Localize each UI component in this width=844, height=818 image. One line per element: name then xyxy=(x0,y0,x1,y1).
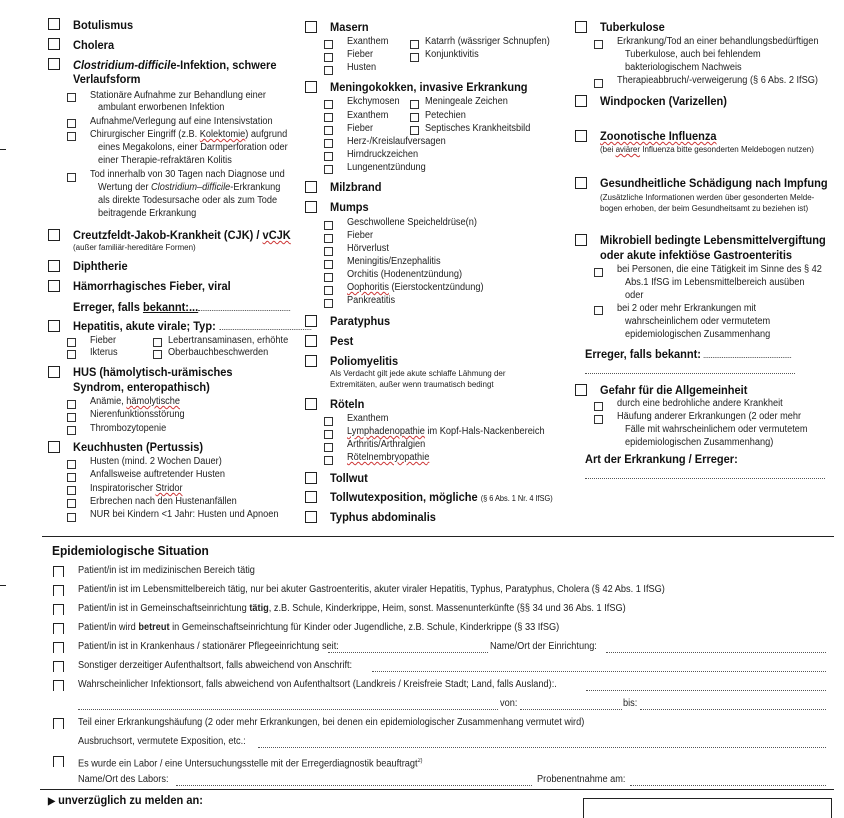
epi-labor-sup: 2) xyxy=(417,758,423,764)
label-lebensmittel-2: oder akute infektiöse Gastroenteritis xyxy=(600,248,793,262)
mumps-item-3: Hörverlust xyxy=(347,243,389,254)
masern-konjunktivitis: Konjunktivitis xyxy=(425,49,479,60)
epi-krankenhaus-seit-field[interactable] xyxy=(328,643,488,653)
label-pest: Pest xyxy=(330,334,354,348)
checkbox-lm-2[interactable] xyxy=(594,306,603,315)
checkbox-hf[interactable] xyxy=(48,280,60,292)
checkbox-cdiff[interactable] xyxy=(48,58,60,70)
cdiff-item-1b: ambulant erworbenen Infektion xyxy=(98,102,225,113)
epi-von-label: von: xyxy=(500,698,518,709)
label-tuberkulose: Tuberkulose xyxy=(600,20,665,34)
cjk-vcjk: vCJK xyxy=(262,228,291,242)
checkbox-hepatitis[interactable] xyxy=(48,320,60,332)
checkbox-mumps-2[interactable] xyxy=(324,234,333,243)
fold-mark-top xyxy=(0,149,6,150)
label-polio: Poliomyelitis xyxy=(330,354,399,368)
checkbox-hep-oberbauch[interactable] xyxy=(153,350,162,359)
label-botulismus: Botulismus xyxy=(73,18,134,32)
checkbox-cjk[interactable] xyxy=(48,229,60,241)
label-masern: Masern xyxy=(330,20,369,34)
checkbox-botulismus[interactable] xyxy=(48,18,60,30)
lm-item-1c: oder xyxy=(625,290,644,301)
fold-mark-bottom xyxy=(0,585,6,586)
arrow-right-icon: ▶ xyxy=(48,796,56,807)
label-mumps: Mumps xyxy=(330,200,369,214)
cdiff-item-3b: eines Megakolons, einer Darmperforation oder xyxy=(98,142,288,153)
kh-item-3: Inspiratorischer Stridor xyxy=(90,483,183,494)
checkbox-kh-2[interactable] xyxy=(67,473,76,482)
polio-note-2: Extremitäten, außer wenn traumatisch bedingt xyxy=(330,380,494,389)
label-milzbrand: Milzbrand xyxy=(330,180,382,194)
impfung-note-2: bogen erhoben, der beim Gesundheitsamt zu beziehen ist) xyxy=(600,204,809,213)
checkbox-epi-6[interactable] xyxy=(53,661,64,672)
checkbox-keuchhusten[interactable] xyxy=(48,441,60,453)
checkbox-cdiff-3[interactable] xyxy=(67,132,76,141)
epi-row-7: Wahrscheinlicher Infektionsort, falls abweichend von Aufenthaltsort (Landkreis / Kreisfreie Stadt; Land, falls Ausland):. xyxy=(78,679,557,690)
epi-row-6: Sonstiger derzeitiger Aufenthaltsort, falls abweichend von Anschrift: xyxy=(78,660,353,671)
checkbox-hus-3[interactable] xyxy=(67,426,76,435)
epi-row-4-pre: Patient/in wird xyxy=(78,622,139,633)
tb-item-2: Therapieabbruch/-verweigerung (§ 6 Abs. 2 IfSG) xyxy=(617,75,818,86)
hep-transaminasen: Lebertransaminasen, erhöhte xyxy=(168,335,289,346)
checkbox-diphtherie[interactable] xyxy=(48,260,60,272)
checkbox-mk-herz[interactable] xyxy=(324,139,333,148)
checkbox-tollwut[interactable] xyxy=(305,472,317,484)
checkbox-windpocken[interactable] xyxy=(575,95,587,107)
label-tollwut: Tollwut xyxy=(330,471,368,485)
checkbox-masern-katarrh[interactable] xyxy=(410,40,419,49)
epi-infektionsort-field[interactable] xyxy=(586,681,826,691)
lm-item-2c: epidemiologischen Zusammenhang xyxy=(625,329,771,340)
checkbox-hus[interactable] xyxy=(48,366,60,378)
mk-fieber: Fieber xyxy=(347,123,374,134)
cdiff-item-4d: beitragende Erkrankung xyxy=(98,208,197,219)
checkbox-epi-3[interactable] xyxy=(53,604,64,615)
checkbox-impfung[interactable] xyxy=(575,177,587,189)
label-hus-2: Syndrom, enteropathisch) xyxy=(73,380,210,394)
cdiff-item-4c: als direkte Todesursache oder als zum Tode xyxy=(98,195,278,206)
label-tollwutexp xyxy=(330,490,553,506)
checkbox-allgemeinheit[interactable] xyxy=(575,384,587,396)
checkbox-epi-1[interactable] xyxy=(53,566,64,577)
epi-einrichtung-field[interactable] xyxy=(606,643,826,653)
epi-row-4-post: in Gemeinschaftseinrichtung für Kinder oder Jugendliche, z.B. Schule, Kinderkrippe (§ 33 IfSG) xyxy=(169,622,560,633)
checkbox-mumps-3[interactable] xyxy=(324,247,333,256)
epi-infektionsort-field-2[interactable] xyxy=(78,700,498,710)
ag-item-2b: Fälle mit wahrscheinlichem oder vermutetem xyxy=(625,424,808,435)
checkbox-epi-4[interactable] xyxy=(53,623,64,634)
checkbox-polio[interactable] xyxy=(305,355,317,367)
ag-art-label: Art der Erkrankung / Erreger: xyxy=(585,452,738,466)
footer-melden xyxy=(48,793,203,809)
checkbox-tuberkulose[interactable] xyxy=(575,21,587,33)
checkbox-roeteln[interactable] xyxy=(305,398,317,410)
checkbox-mumps-4[interactable] xyxy=(324,260,333,269)
mk-hirndruck: Hirndruckzeichen xyxy=(347,149,419,160)
masern-katarrh: Katarrh (wässriger Schnupfen) xyxy=(425,36,550,47)
epi-row-4-bold: betreut xyxy=(138,622,170,633)
checkbox-mk-ekchymosen[interactable] xyxy=(324,100,333,109)
hf-erreger-field[interactable] xyxy=(198,301,290,311)
epi-labor xyxy=(78,755,422,770)
label-hepatitis xyxy=(73,319,311,333)
label-cholera: Cholera xyxy=(73,38,115,52)
divider-epi-bottom xyxy=(40,789,834,790)
tb-item-1c: bakteriologischem Nachweis xyxy=(625,62,742,73)
mumps-item-6: Oophoritis (Eierstockentzündung) xyxy=(347,282,484,293)
checkbox-masern-konjunktivitis[interactable] xyxy=(410,53,419,62)
checkbox-mk-septisch[interactable] xyxy=(410,126,419,135)
label-diphtherie: Diphtherie xyxy=(73,259,128,273)
masern-exanthem: Exanthem xyxy=(347,36,389,47)
lm-item-2b: wahrscheinlichem oder vermutetem xyxy=(625,316,771,327)
roeteln-item-1: Exanthem xyxy=(347,413,389,424)
epi-labor-name-label: Name/Ort des Labors: xyxy=(78,774,169,785)
label-paratyphus: Paratyphus xyxy=(330,314,391,328)
mk-septisch: Septisches Krankheitsbild xyxy=(425,123,531,134)
checkbox-hus-1[interactable] xyxy=(67,400,76,409)
label-lebensmittel: Mikrobiell bedingte Lebensmittelvergiftung xyxy=(600,233,826,247)
label-meningo: Meningokokken, invasive Erkrankung xyxy=(330,80,528,94)
epi-ausbruch-field[interactable] xyxy=(258,738,826,748)
lm-item-2: bei 2 oder mehr Erkrankungen mit xyxy=(617,303,757,314)
checkbox-lm-1[interactable] xyxy=(594,268,603,277)
hep-fieber: Fieber xyxy=(90,335,117,346)
lm-item-1: bei Personen, die eine Tätigkeit im Sinne des § 42 xyxy=(617,264,822,275)
checkbox-pest[interactable] xyxy=(305,335,317,347)
label-cdiff-line2: Verlaufsform xyxy=(73,72,141,86)
lm-erreger-field[interactable] xyxy=(704,348,791,358)
epi-probe-label: Probenentnahme am: xyxy=(537,774,626,785)
checkbox-mk-hirndruck[interactable] xyxy=(324,152,333,161)
masern-husten: Husten xyxy=(347,62,377,73)
checkbox-hep-fieber[interactable] xyxy=(67,338,76,347)
checkbox-roeteln-3[interactable] xyxy=(324,443,333,452)
hus-item-1: Anämie, hämolytische xyxy=(90,396,181,407)
checkbox-hus-2[interactable] xyxy=(67,413,76,422)
epi-row-2: Patient/in ist im Lebensmittelbereich tätig, nur bei akuter Gastroenteritis, akuter viraler Hepatitis, Typhus, Paratyphus, Cholera (§ 42 Abs. 1 IfSG) xyxy=(78,584,665,595)
kh-item-1: Husten (mind. 2 Wochen Dauer) xyxy=(90,456,222,467)
hepatitis-typ-field[interactable] xyxy=(219,320,311,330)
checkbox-milzbrand[interactable] xyxy=(305,181,317,193)
lm-erreger xyxy=(585,347,791,361)
masern-fieber: Fieber xyxy=(347,49,374,60)
epi-probe-field[interactable] xyxy=(630,776,826,786)
label-keuchhusten: Keuchhusten (Pertussis) xyxy=(73,440,204,454)
hus-item-3: Thrombozytopenie xyxy=(90,423,167,434)
checkbox-mumps-7[interactable] xyxy=(324,299,333,308)
checkbox-masern-husten[interactable] xyxy=(324,66,333,75)
epi-bis-label: bis: xyxy=(623,698,638,709)
checkbox-mk-lunge[interactable] xyxy=(324,165,333,174)
cdiff-item-2: Aufnahme/Verlegung auf eine Intensivstation xyxy=(90,116,273,127)
hep-oberbauch: Oberbauchbeschwerden xyxy=(168,347,269,358)
checkbox-kh-3[interactable] xyxy=(67,486,76,495)
ag-item-1: durch eine bedrohliche andere Krankheit xyxy=(617,398,783,409)
checkbox-ag-1[interactable] xyxy=(594,402,603,411)
lm-erreger-label: Erreger, falls bekannt: xyxy=(585,347,701,361)
checkbox-tb-1[interactable] xyxy=(594,40,603,49)
checkbox-epi-haeufung[interactable] xyxy=(53,718,64,729)
epi-row-5: Patient/in ist in Krankenhaus / stationärer Pflegeeinrichtung seit: xyxy=(78,641,339,652)
mumps-item-1: Geschwollene Speicheldrüse(n) xyxy=(347,217,477,228)
footer-melden-label: unverzüglich zu melden an: xyxy=(58,793,203,807)
influenza-note xyxy=(600,145,814,155)
label-typhus: Typhus abdominalis xyxy=(330,510,436,524)
hf-erreger-label: Erreger, falls xyxy=(73,300,143,314)
checkbox-masern-exanthem[interactable] xyxy=(324,40,333,49)
mk-herz: Herz-/Kreislaufversagen xyxy=(347,136,446,147)
cdiff-item-1: Stationäre Aufnahme zur Behandlung einer xyxy=(90,90,266,101)
label-roeteln: Röteln xyxy=(330,397,365,411)
checkbox-influenza[interactable] xyxy=(575,130,587,142)
ag-item-2c: epidemiologischen Zusammenhang) xyxy=(625,437,774,448)
epi-von-field[interactable] xyxy=(520,700,622,710)
checkbox-mumps-5[interactable] xyxy=(324,273,333,282)
label-allgemeinheit: Gefahr für die Allgemeinheit xyxy=(600,383,748,397)
ag-art-field[interactable] xyxy=(585,469,825,479)
checkbox-mk-fieber[interactable] xyxy=(324,126,333,135)
kh-item-2: Anfallsweise auftretender Husten xyxy=(90,469,226,480)
epi-row-3-post: , z.B. Schule, Kinderkrippe, Heim, sonst. Massenunterkünfte (§§ 34 und 36 Abs. 1 IfSG) xyxy=(268,603,626,614)
checkbox-roeteln-1[interactable] xyxy=(324,417,333,426)
checkbox-paratyphus[interactable] xyxy=(305,315,317,327)
checkbox-kh-1[interactable] xyxy=(67,460,76,469)
cdiff-item-4: Tod innerhalb von 30 Tagen nach Diagnose und xyxy=(90,169,285,180)
epi-aufenthaltsort-field[interactable] xyxy=(372,662,826,672)
label-cdiff xyxy=(73,58,276,72)
lm-item-1b: Abs.1 IfSG im Lebensmittelbereich ausüben xyxy=(625,277,805,288)
checkbox-masern[interactable] xyxy=(305,21,317,33)
roeteln-item-2: Lymphadenopathie im Kopf-Hals-Nackenbereich xyxy=(347,426,545,437)
ag-item-2: Häufung anderer Erkrankungen (2 oder mehr xyxy=(617,411,802,422)
mk-ekchymosen: Ekchymosen xyxy=(347,96,400,107)
checkbox-lebensmittel[interactable] xyxy=(575,234,587,246)
label-influenza: Zoonotische Influenza xyxy=(600,129,717,143)
checkbox-meningo[interactable] xyxy=(305,81,317,93)
checkbox-kh-4[interactable] xyxy=(67,499,76,508)
mumps-item-2: Fieber xyxy=(347,230,374,241)
checkbox-typhus[interactable] xyxy=(305,511,317,523)
checkbox-hep-transaminasen[interactable] xyxy=(153,338,162,347)
checkbox-tb-2[interactable] xyxy=(594,79,603,88)
checkbox-mk-meningeal[interactable] xyxy=(410,100,419,109)
cdiff-item-4b: Wertung der Clostridium–difficile-Erkrankung xyxy=(98,182,281,193)
label-hf: Hämorrhagisches Fieber, viral xyxy=(73,279,231,293)
checkbox-mumps-1[interactable] xyxy=(324,221,333,230)
mk-meningeal: Meningeale Zeichen xyxy=(425,96,508,107)
impfung-note-1: (Zusätzliche Informationen werden über gesonderten Melde- xyxy=(600,193,815,202)
mumps-item-7: Pankreatitis xyxy=(347,295,396,306)
epi-row-1: Patient/in ist im medizinischen Bereich tätig xyxy=(78,565,255,576)
tb-item-1b: Tuberkulose, auch bei fehlendem xyxy=(625,49,761,60)
label-cjk xyxy=(73,228,291,242)
influenza-note-pre: (bei xyxy=(600,145,616,154)
checkbox-kh-5[interactable] xyxy=(67,513,76,522)
checkbox-cdiff-4[interactable] xyxy=(67,173,76,182)
label-impfung: Gesundheitliche Schädigung nach Impfung xyxy=(600,176,828,190)
checkbox-mk-petechien[interactable] xyxy=(410,113,419,122)
hf-erreger-ul: bekannt:... xyxy=(142,300,199,314)
cjk-note: (außer familiär-hereditäre Formen) xyxy=(73,243,196,252)
divider-epi-top xyxy=(42,536,834,537)
label-hus: HUS (hämolytisch-urämisches xyxy=(73,365,233,379)
epi-row-3-pre: Patient/in ist in Gemeinschaftseinrichtung xyxy=(78,603,250,614)
epi-bis-field[interactable] xyxy=(640,700,826,710)
checkbox-cholera[interactable] xyxy=(48,38,60,50)
mumps-item-4: Meningitis/Enzephalitis xyxy=(347,256,441,267)
tollwutexp-title: Tollwutexposition, mögliche xyxy=(330,490,478,504)
mk-lunge: Lungenentzündung xyxy=(347,162,426,173)
checkbox-epi-labor[interactable] xyxy=(53,756,64,767)
hepatitis-title: Hepatitis, akute virale; Typ: xyxy=(73,319,216,333)
mk-exanthem: Exanthem xyxy=(347,110,389,121)
epi-row-3 xyxy=(78,603,626,615)
mumps-item-5: Orchitis (Hodenentzündung) xyxy=(347,269,463,280)
cjk-title: Creutzfeldt-Jakob-Krankheit (CJK) / xyxy=(73,228,263,242)
mk-petechien: Petechien xyxy=(425,110,466,121)
epi-labor-text: Es wurde ein Labor / eine Untersuchungsstelle mit der Erregerdiagnostik beauftragt xyxy=(78,758,418,770)
checkbox-epi-5[interactable] xyxy=(53,642,64,653)
epi-labor-name-field[interactable] xyxy=(176,776,532,786)
hep-ikterus: Ikterus xyxy=(90,347,118,358)
cdiff-rest: e-Infektion, schwere xyxy=(170,58,277,72)
checkbox-mumps[interactable] xyxy=(305,201,317,213)
checkbox-cdiff-2[interactable] xyxy=(67,119,76,128)
hus-item-2: Nierenfunktionsstörung xyxy=(90,409,185,420)
cdiff-item-3: Chirurgischer Eingriff (z.B. Kolektomie) aufgrund xyxy=(90,129,288,140)
checkbox-epi-7[interactable] xyxy=(53,680,64,691)
checkbox-roeteln-4[interactable] xyxy=(324,456,333,465)
epi-haeufung: Teil einer Erkrankungshäufung (2 oder mehr Erkrankungen, bei denen ein epidemiologischer Zusammenhang vermutet wird) xyxy=(78,717,585,728)
epi-ausbruch-label: Ausbruchsort, vermutete Exposition, etc.: xyxy=(78,736,246,747)
epi-row-3-bold: tätig xyxy=(249,603,269,614)
roeteln-item-4: Rötelnembryopathie xyxy=(347,452,430,463)
epi-einrichtung-label: Name/Ort der Einrichtung: xyxy=(490,641,597,652)
hf-erreger xyxy=(73,300,290,314)
epi-row-4 xyxy=(78,622,559,634)
checkbox-cdiff-1[interactable] xyxy=(67,93,76,102)
cdiff-italic: Clostridium-difficil xyxy=(73,58,171,72)
roeteln-item-3: Arthritis/Arthralgien xyxy=(347,439,426,450)
gesundheitsamt-address-box[interactable] xyxy=(583,798,832,818)
checkbox-mk-exanthem[interactable] xyxy=(324,113,333,122)
checkbox-ag-2[interactable] xyxy=(594,415,603,424)
influenza-note-wavy: aviärer xyxy=(615,145,641,154)
epi-title: Epidemiologische Situation xyxy=(52,543,209,558)
kh-item-5: NUR bei Kindern <1 Jahr: Husten und Apnoen xyxy=(90,509,279,520)
influenza-note-post: Influenza bitte gesonderten Meldebogen nutzen) xyxy=(640,145,814,154)
checkbox-roeteln-2[interactable] xyxy=(324,430,333,439)
checkbox-masern-fieber[interactable] xyxy=(324,53,333,62)
tollwutexp-note: (§ 6 Abs. 1 Nr. 4 IfSG) xyxy=(480,494,553,503)
checkbox-tollwutexp[interactable] xyxy=(305,491,317,503)
checkbox-hep-ikterus[interactable] xyxy=(67,350,76,359)
cdiff-item-3c: einer Therapie-refraktären Kolitis xyxy=(98,155,232,166)
tb-item-1: Erkrankung/Tod an einer behandlungsbedürftigen xyxy=(617,36,819,47)
checkbox-mumps-6[interactable] xyxy=(324,286,333,295)
checkbox-epi-2[interactable] xyxy=(53,585,64,596)
polio-note-1: Als Verdacht gilt jede akute schlaffe Lähmung der xyxy=(330,369,506,378)
lm-erreger-field-2[interactable] xyxy=(585,364,795,374)
label-windpocken: Windpocken (Varizellen) xyxy=(600,94,727,108)
kh-item-4: Erbrechen nach den Hustenanfällen xyxy=(90,496,237,507)
